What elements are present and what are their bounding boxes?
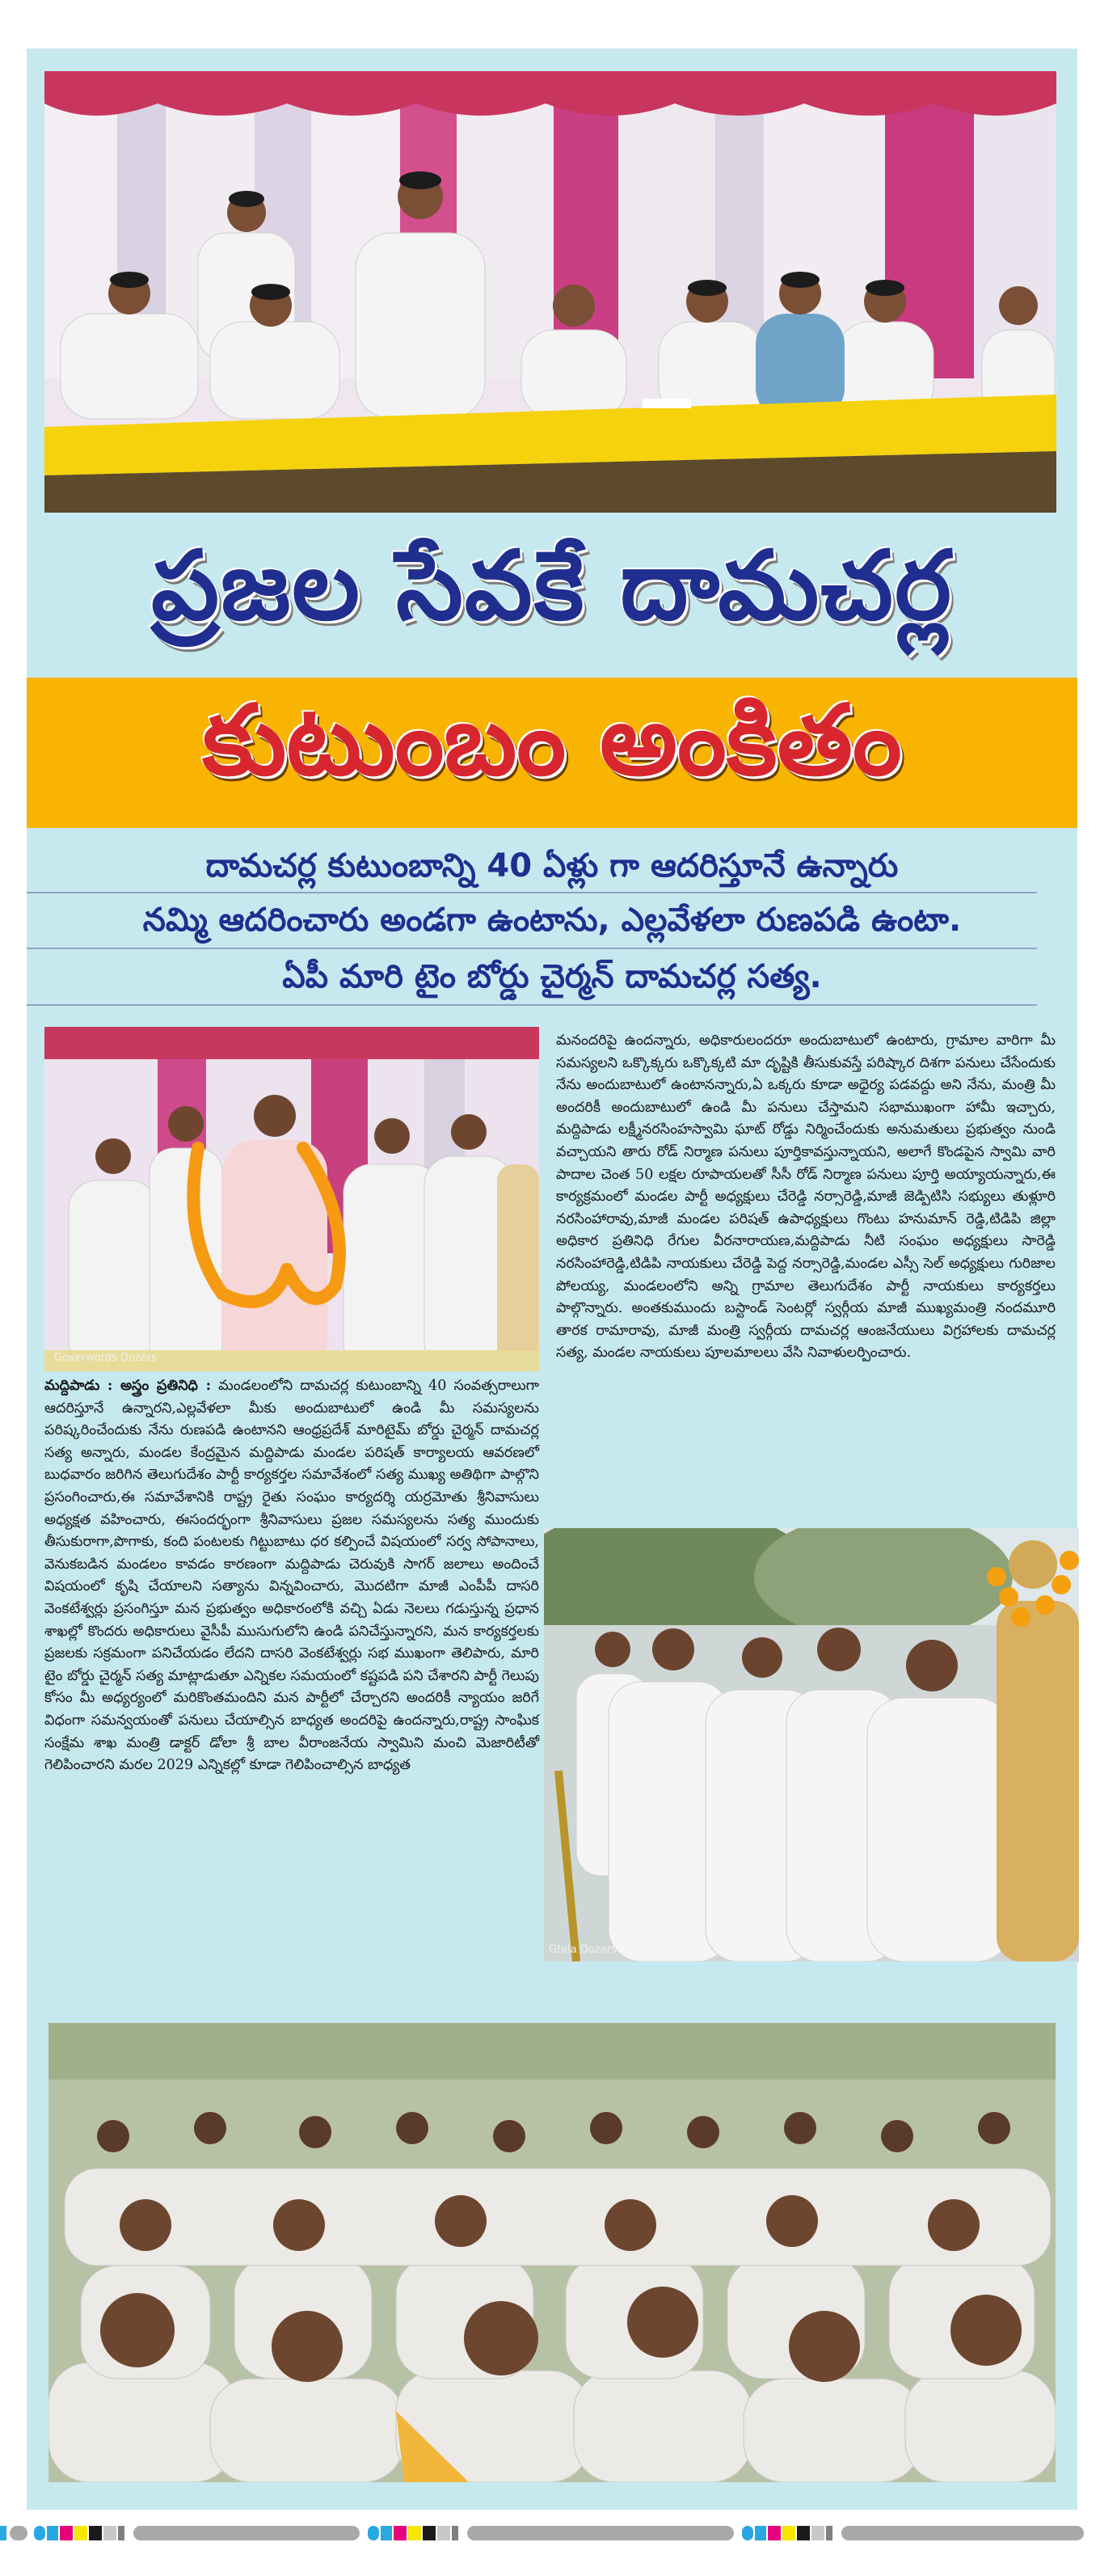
subheadline-3: ఏపీ మారి టైం బోర్డు చైర్మన్ దామచర్ల సత్య.	[282, 958, 822, 995]
article-right-column: మనందరిపై ఉందన్నారు, అధికారులందరూ అందుబాటులో ఉంటారు, గ్రామాల వారిగా మీ సమస్యలని ఒక్కొక్కరు ఒక్కొక్కటి మా దృష్టికి తీసుకువస్తే పరిష్కార దిశగా పనులు చేసేందుకు నేను అందుబాటులో ఉంటానన్నారు,ఏ ఒక్కరు కూడా అధైర్య పడవద్దు అని నేను, మంత్రి మీ అందరికీ అందుబాటులో ఉండి మీ పనులు చేస్తామని సభాముఖంగా హామీ ఇచ్చారు, మద్దిపాడు లక్ష్మీనరసింహస్వామి ఘాట్ రోడ్డు నిర్మించేందుకు అనుమతులు ప్రభుత్వం నుండి వచ్చాయని తారు రోడ్ నిర్మాణ పనులు పూర్తికావస్తున్నాయని, అలాగే కొండపైన స్వామి వారి పాదాల చెంత 50 లక్షల రూపాయలతో సీసీ రోడ్ నిర్మాణ పనులు పూర్తి అయ్యాయన్నారు,ఈ కార్యక్రమంలో మండల పార్టీ అధ్యక్షులు చేరెడ్డి నర్సారెడ్డి,మాజీ జెడ్పిటిసి సభ్యులు తుళ్లూరి నరసింహారావు,మాజీ మండల పరిషత్ ఉపాధ్యక్షులు గొంటు హనుమాన్ రెడ్డి,టిడిపి జిల్లా అధికార ప్రతినిధి రేగుల వీరనారాయణ,మద్దిపాడు నీటి సంఘం అధ్యక్షులు సారెడ్డి నరసింహారెడ్డి,టిడిపి నాయకులు చేరెడ్డి పెద్ద నర్సారెడ్డి,మండల ఎస్సీ సెల్ అధ్యక్షులు గురిజాల పోలయ్య, మండలంలోని అన్ని గ్రామాల తెలుగుదేశం పార్టీ నాయకులు కార్యకర్తలు పాల్గొన్నారు. అంతకుముందు బస్టాండ్ సెంటర్లో స్వర్గీయ మాజీ ముఖ్యమంత్రి నందమూరి తారక రామారావు, మాజీ మంత్రి స్వర్గీయ దామచర్ల ఆంజనేయులు విగ్రహాలకు దామచర్ల సత్య, మండల నాయకులు పూలమాలలు వేసి నివాళులర్పించారు.	[556, 1033, 1056, 1362]
headline-line-2: కుటుంబం అంకితం	[202, 685, 902, 797]
newspaper-page	[27, 49, 1077, 2510]
article-dateline: మద్దిపాడు : అస్త్రం ప్రతినిధి :	[44, 1377, 212, 1394]
audience-crowd-photo	[48, 2023, 1056, 2482]
article-body: మండలంలోని దామచర్ల కుటుంబాన్ని 40 సంవత్సరాలుగా ఆదరిస్తూనే ఉన్నారని,ఎల్లవేళలా మీకు అందుబాటులో ఉండి మీ సమస్యలను పరిష్కరించేందుకు నేను రుణపడి ఉంటానని ఆంధ్రప్రదేశ్ మారిటైమ్ బోర్డు చైర్మన్ దామచర్ల సత్య అన్నారు, మండల కేంద్రమైన మద్దిపాడు మండల పరిషత్ కార్యాలయ ఆవరణలో బుధవారం జరిగిన తెలుగుదేశం పార్టీ కార్యకర్తల సమావేశంలో సత్య ముఖ్య అతిథిగా పాల్గొని ప్రసంగించారు,ఈ సమావేశానికి రాష్ట్ర రైతు సంఘం కార్యదర్శి యర్రమోతు శ్రీనివాసులు అధ్యక్షత వహించారు, ఈసందర్భంగా శ్రీనివాసులు ప్రజల సమస్యలను సత్య ముందుకు తీసుకురాగా,పొగాకు, కంది పంటలకు గిట్టుబాటు ధర కల్పించే విషయంలో సర్వ సోపానాలు, వెనుకబడిన మండలం కావడం కారణంగా మద్దిపాడు చెరువుకి సాగర్ జలాలు అందించే విషయంలో కృషి చేయాలని సత్యాను విన్నవించారు, మొదటిగా మాజీ ఎంపీపీ దాసరి వెంకటేశ్వర్లు ప్రసంగిస్తూ మన ప్రభుత్వం అధికారంలోకి వచ్చి ఏడు నెలలు గడుస్తున్న ప్రధాన శాఖల్లో కొందరు అధికారులు వైసీపీ ముసుగులోని ఉండి పనిచేస్తున్నారని, మన కార్యకర్తలకు ప్రజలకు సక్రమంగా పనిచేయడం లేదని దాసరి వెంకటేశ్వర్లు సభ ముఖంగా తెలిపారు, మారి టైం బోర్డు చైర్మన్ సత్య మాట్లాడుతూ ఎన్నికల సమయంలో కష్టపడి పని చేశారని పార్టీ గెలుపు కోసం మీ అధ్యర్యంలో మరికొంతమందిని మన పార్టీలో చేర్చారని అందరికీ న్యాయం జరిగే విధంగా సమన్వయంతో పనులు చేయాల్సిన బాధ్యత అందరిపై ఉందన్నారు,రాష్ట్ర సాంఘిక సంక్షేమ శాఖ మంత్రి డాక్టర్ డోలా శ్రీ బాల వీరాంజనేయ స్వామిని మంచి మెజారిటీతో గెలిపించారని మరల 2029 ఎన్నికల్లో కూడా గెలిపించాల్సిన బాధ్యత	[44, 1378, 539, 1774]
statue-tribute-photo	[544, 1528, 1079, 1962]
divider	[27, 892, 1037, 893]
photo-credit: Gtela Dozers	[549, 1944, 617, 1956]
headline-line-1: ప్రజల సేవకే దామచర్ల	[151, 529, 953, 641]
subheadline-1: దామచర్ల కుటుంబాన్ని 40 ఏళ్లు గా ఆదరిస్తూనే ఉన్నారు	[205, 847, 899, 885]
headline-band	[27, 678, 1077, 828]
photo-credit: Goverwords Dozers	[54, 1352, 157, 1364]
article-left-column	[44, 1375, 539, 1777]
garland-felicitation-photo	[44, 1027, 539, 1371]
printer-registration-bar	[0, 2526, 1100, 2540]
subheadline-2: నమ్మి ఆదరించారు అండగా ఉంటాను, ఎల్లవేళలా రుణపడి ఉంటా.	[142, 902, 962, 939]
divider	[27, 948, 1037, 949]
divider	[27, 1004, 1037, 1006]
meeting-stage-photo	[44, 71, 1056, 513]
